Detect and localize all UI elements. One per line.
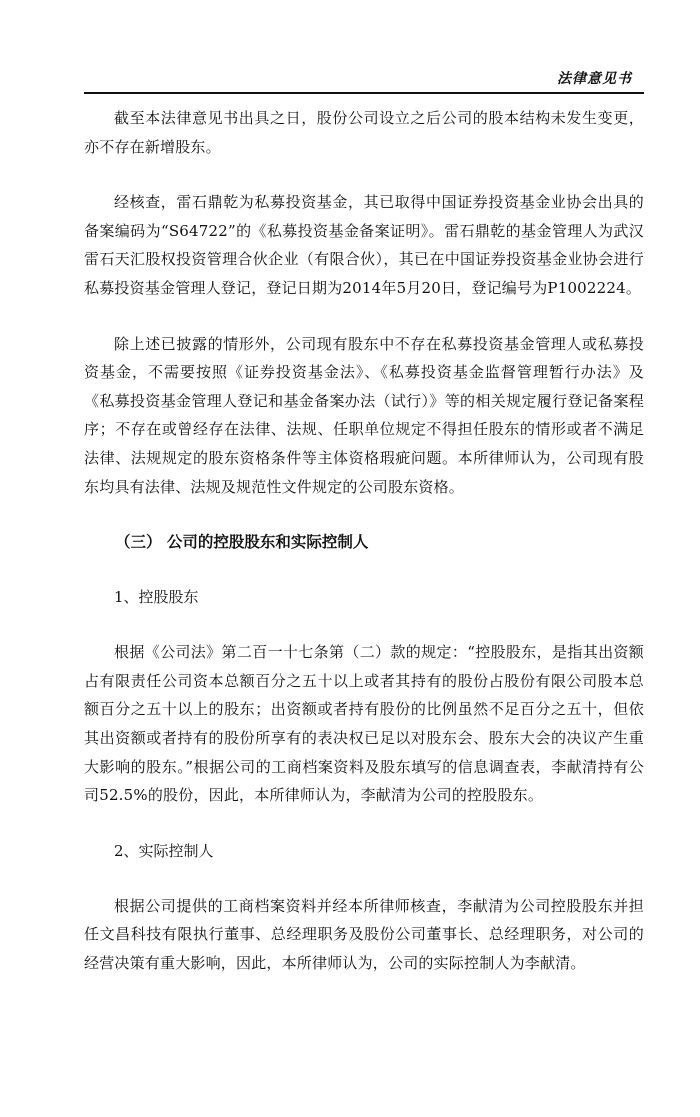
page-header [84,62,644,94]
paragraph-shareholder-qualification: 除上述已披露的情形外，公司现有股东中不存在私募投资基金管理人或私募投资基金，不需要按照《证券投资基金法》、《私募投资基金监督管理暂行办法》及《私募投资基金管理人登记和基金备案办法（试行）》等的相关规定履行登记备案程序；不存在或曾经存在法律、法规、任职单位规定不得担任股东的情形或者不满足法律、法规规定的股东资格条件等主体资格瑕疵问题。本所律师认为，公司现有股东均具有法律、法规及规范性文件规定的公司股东资格。 [84,334,644,496]
subheading-actual-controller: 2、实际控制人 [114,841,214,860]
paragraph-private-fund: 经核查，雷石鼎乾为私募投资基金，其已取得中国证券投资基金业协会出具的备案编码为“S64722”的《私募投资基金备案证明》。雷石鼎乾的基金管理人为武汉雷石天汇股权投资管理合伙企业（有限合伙），其已在中国证券投资基金业协会进行私募投资基金管理人登记，登记日期为2014年5月20日，登记编号为P1002224。 [84,193,644,297]
section-heading-controlling: （三） 公司的控股股东和实际控制人 [115,533,369,552]
paragraph-actual-controller: 根据公司提供的工商档案资料并经本所律师核查，李献清为公司控股股东并担任文昌科技有限执行董事、总经理职务及股份公司董事长、总经理职务，对公司的经营决策有重大影响，因此，本所律师认为，公司的实际控制人为李献清。 [84,896,644,972]
header-title: 法律意见书 [557,71,632,87]
subheading-controlling-shareholder: 1、控股股东 [114,588,199,607]
document-body [84,104,644,1004]
paragraph-controlling-shareholder: 根据《公司法》第二百一十七条第（二）款的规定：“控股股东，是指其出资额占有限责任公司资本总额百分之五十以上或者其持有的股份占股份有限公司股本总额百分之五十以上的股东；出资额或者持有股份的比例虽然不足百分之五十，但依其出资额或者持有的股份所享有的表决权已足以对股东会、股东大会的决议产生重大影响的股东。”根据公司的工商档案资料及股东填写的信息调查表，李献清持有公司52.5%的股份，因此，本所律师认为，李献清为公司的控股股东。 [84,643,644,805]
paragraph-share-structure: 截至本法律意见书出具之日，股份公司设立之后公司的股本结构未发生变更，亦不存在新增股东。 [84,109,644,156]
